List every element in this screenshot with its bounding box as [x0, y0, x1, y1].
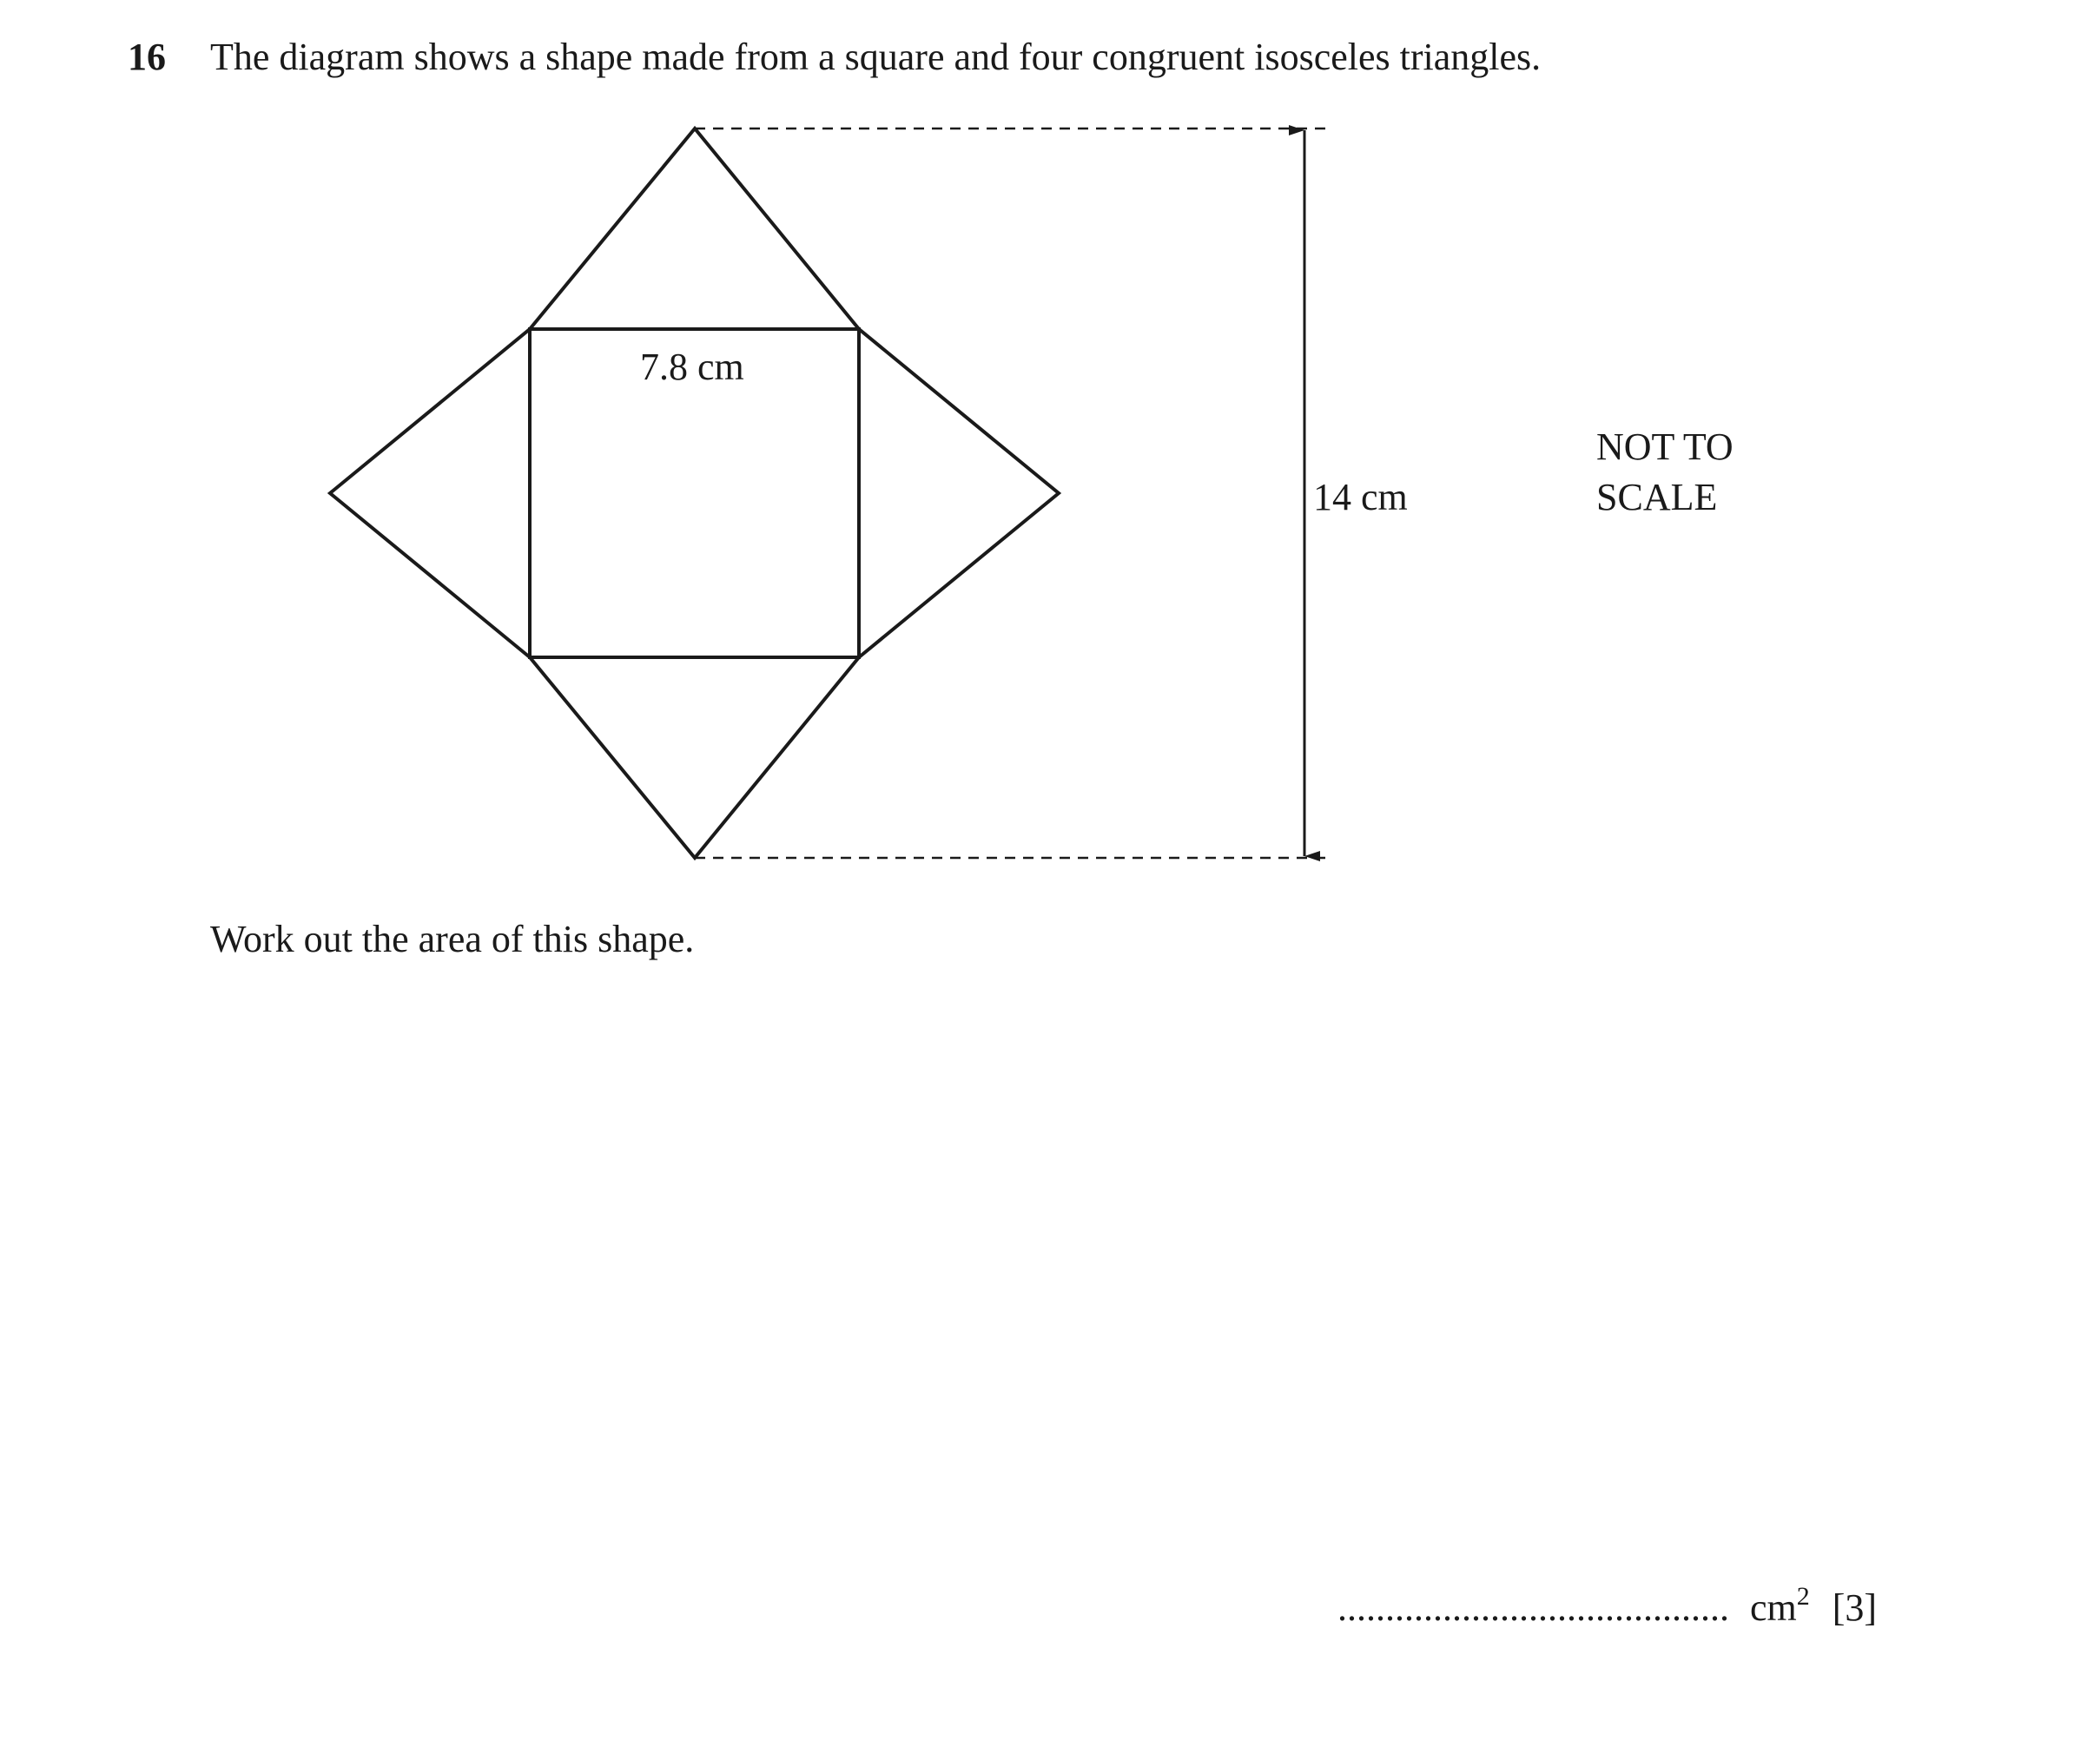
square-side-label: 7.8 cm: [640, 346, 744, 388]
bottom-triangle: [530, 657, 859, 858]
marks-label: [3]: [1832, 1586, 1878, 1629]
not-to-scale-line1: NOT TO: [1596, 425, 1733, 468]
unit-power: 2: [1796, 1582, 1810, 1611]
not-to-scale-line2: SCALE: [1596, 476, 1718, 518]
left-triangle: [330, 329, 530, 657]
task-instruction: Work out the area of this shape.: [210, 918, 695, 960]
question-number: 16: [128, 36, 166, 78]
question-text: The diagram shows a shape made from a square and four congruent isosceles triangles.: [210, 36, 1542, 78]
height-label: 14 cm: [1313, 476, 1408, 518]
unit-text: cm: [1750, 1586, 1797, 1629]
answer-line: [1337, 1582, 1877, 1634]
answer-dots[interactable]: .........................................: [1337, 1586, 1729, 1629]
top-triangle: [530, 129, 859, 329]
right-triangle: [859, 329, 1059, 657]
answer-unit: [1750, 1582, 1810, 1629]
